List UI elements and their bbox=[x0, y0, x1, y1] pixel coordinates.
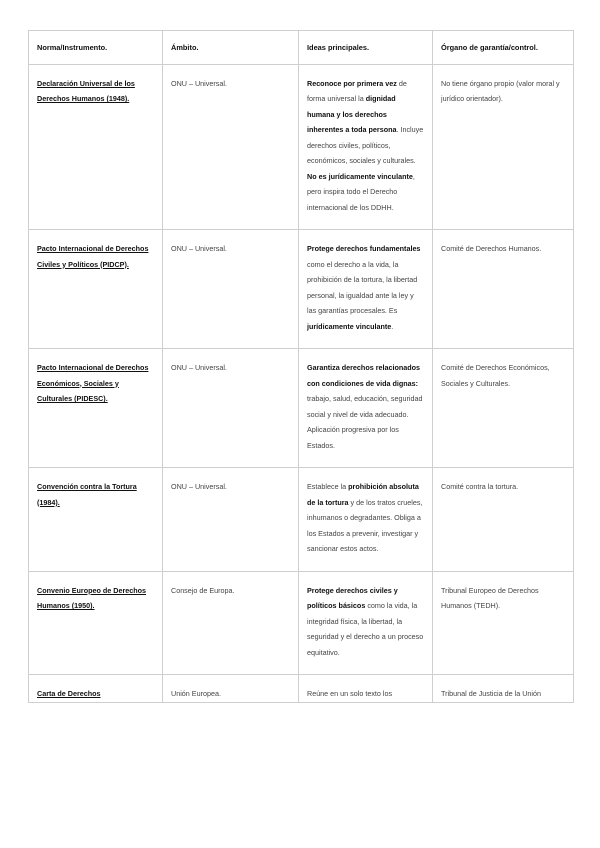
cell-ideas bbox=[299, 571, 433, 675]
cell-norma bbox=[29, 230, 163, 349]
ideas-text: . Incluye derechos civiles, políticos, económicos, sociales y culturales. bbox=[307, 125, 424, 165]
header-ambito: Ámbito. bbox=[163, 31, 299, 65]
cell-organo-text: Comité de Derechos Económicos, Sociales y Culturales. bbox=[441, 363, 550, 388]
ideas-text: como la vida, la integridad física, la libertad, la seguridad y el derecho a un proceso equitativo. bbox=[307, 601, 424, 657]
cell-ambito-text: Unión Europea. bbox=[171, 689, 221, 698]
table-row bbox=[29, 571, 574, 675]
cell-organo-text: Comité contra la tortura. bbox=[441, 482, 519, 491]
ideas-bold-text: dignidad humana y los derechos inherentes a toda persona bbox=[307, 94, 397, 134]
cell-ambito bbox=[163, 64, 299, 230]
ideas-text: trabajo, salud, educación, seguridad social y nivel de vida adecuado. Aplicación progresiva por los Estados. bbox=[307, 394, 423, 450]
cell-ambito-text: ONU – Universal. bbox=[171, 363, 227, 372]
cell-ideas bbox=[299, 64, 433, 230]
cell-norma-text: Declaración Universal de los Derechos Humanos (1948). bbox=[37, 78, 135, 103]
table-row bbox=[29, 468, 574, 572]
cell-norma bbox=[29, 64, 163, 230]
table-row bbox=[29, 675, 574, 703]
ideas-bold-text: Protege derechos civiles y políticos básicos bbox=[307, 585, 398, 610]
ideas-bold-text: prohibición absoluta de la tortura bbox=[307, 482, 419, 507]
cell-norma-text: Carta de Derechos bbox=[37, 689, 101, 698]
cell-ambito-text: ONU – Universal. bbox=[171, 244, 227, 253]
cell-ambito bbox=[163, 349, 299, 468]
cell-norma-text: Pacto Internacional de Derechos Económicos, Sociales y Culturales (PIDESC). bbox=[37, 363, 149, 403]
header-ideas: Ideas principales. bbox=[299, 31, 433, 65]
table-row bbox=[29, 64, 574, 230]
cell-ambito-text: Consejo de Europa. bbox=[171, 585, 235, 595]
cell-organo-text: Comité de Derechos Humanos. bbox=[441, 244, 542, 253]
table-row bbox=[29, 230, 574, 349]
cell-norma bbox=[29, 349, 163, 468]
cell-organo-text: Tribunal de Justicia de la Unión bbox=[441, 689, 542, 698]
ideas-bold-text: Garantiza derechos relacionados con condiciones de vida dignas: bbox=[307, 363, 421, 388]
cell-organo bbox=[433, 349, 574, 468]
cell-organo bbox=[433, 64, 574, 230]
cell-ambito-text: ONU – Universal. bbox=[171, 78, 227, 88]
cell-ambito bbox=[163, 230, 299, 349]
cell-ambito bbox=[163, 468, 299, 572]
cell-ideas bbox=[299, 468, 433, 572]
ideas-bold-text: No es jurídicamente vinculante bbox=[307, 171, 413, 181]
cell-norma-text: Pacto Internacional de Derechos Civiles y Políticos (PIDCP). bbox=[37, 244, 149, 269]
header-norma: Norma/Instrumento. bbox=[29, 31, 163, 65]
cell-ideas bbox=[299, 675, 433, 703]
cell-ideas bbox=[299, 230, 433, 349]
ideas-bold-text: Protege derechos fundamentales bbox=[307, 244, 421, 253]
table-row bbox=[29, 349, 574, 468]
cell-organo bbox=[433, 571, 574, 675]
cell-ambito-text: ONU – Universal. bbox=[171, 482, 227, 491]
cell-norma bbox=[29, 571, 163, 675]
cell-organo-text: No tiene órgano propio (valor moral y jurídico orientador). bbox=[441, 78, 560, 103]
page-bottom-edge bbox=[0, 820, 600, 848]
ideas-text: y de los tratos crueles, inhumanos o degradantes. Obliga a los Estados a prevenir, investigar y sancionar estos actos. bbox=[307, 497, 423, 553]
ideas-bold-text: jurídicamente vinculante bbox=[307, 321, 392, 331]
ideas-text: , pero inspira todo el Derecho internacional de los DDHH. bbox=[307, 171, 415, 212]
cell-organo-text: Tribunal Europeo de Derechos Humanos (TEDH). bbox=[441, 585, 539, 610]
ideas-text: Establece la bbox=[307, 482, 349, 491]
cell-norma-text: Convenio Europeo de Derechos Humanos (1950). bbox=[37, 585, 147, 610]
ideas-text: de forma universal la bbox=[307, 78, 407, 103]
cell-norma bbox=[29, 468, 163, 572]
cell-norma bbox=[29, 675, 163, 703]
human-rights-table bbox=[28, 30, 574, 703]
cell-organo bbox=[433, 230, 574, 349]
cell-norma-text: Convención contra la Tortura (1984). bbox=[37, 482, 137, 507]
ideas-bold-text: Reconoce por primera vez bbox=[307, 78, 397, 88]
ideas-text: . bbox=[391, 321, 394, 331]
cell-organo bbox=[433, 675, 574, 703]
cell-ambito bbox=[163, 675, 299, 703]
cell-ideas bbox=[299, 349, 433, 468]
cell-ambito bbox=[163, 571, 299, 675]
ideas-text: Reúne en un solo texto los bbox=[307, 689, 393, 698]
header-organo: Órgano de garantía/control. bbox=[433, 31, 574, 65]
cell-organo bbox=[433, 468, 574, 572]
ideas-text: como el derecho a la vida, la prohibición de la tortura, la libertad personal, la igualdad ante la ley y las garantías procesales. Es bbox=[307, 259, 418, 315]
table-header-row bbox=[29, 31, 574, 65]
